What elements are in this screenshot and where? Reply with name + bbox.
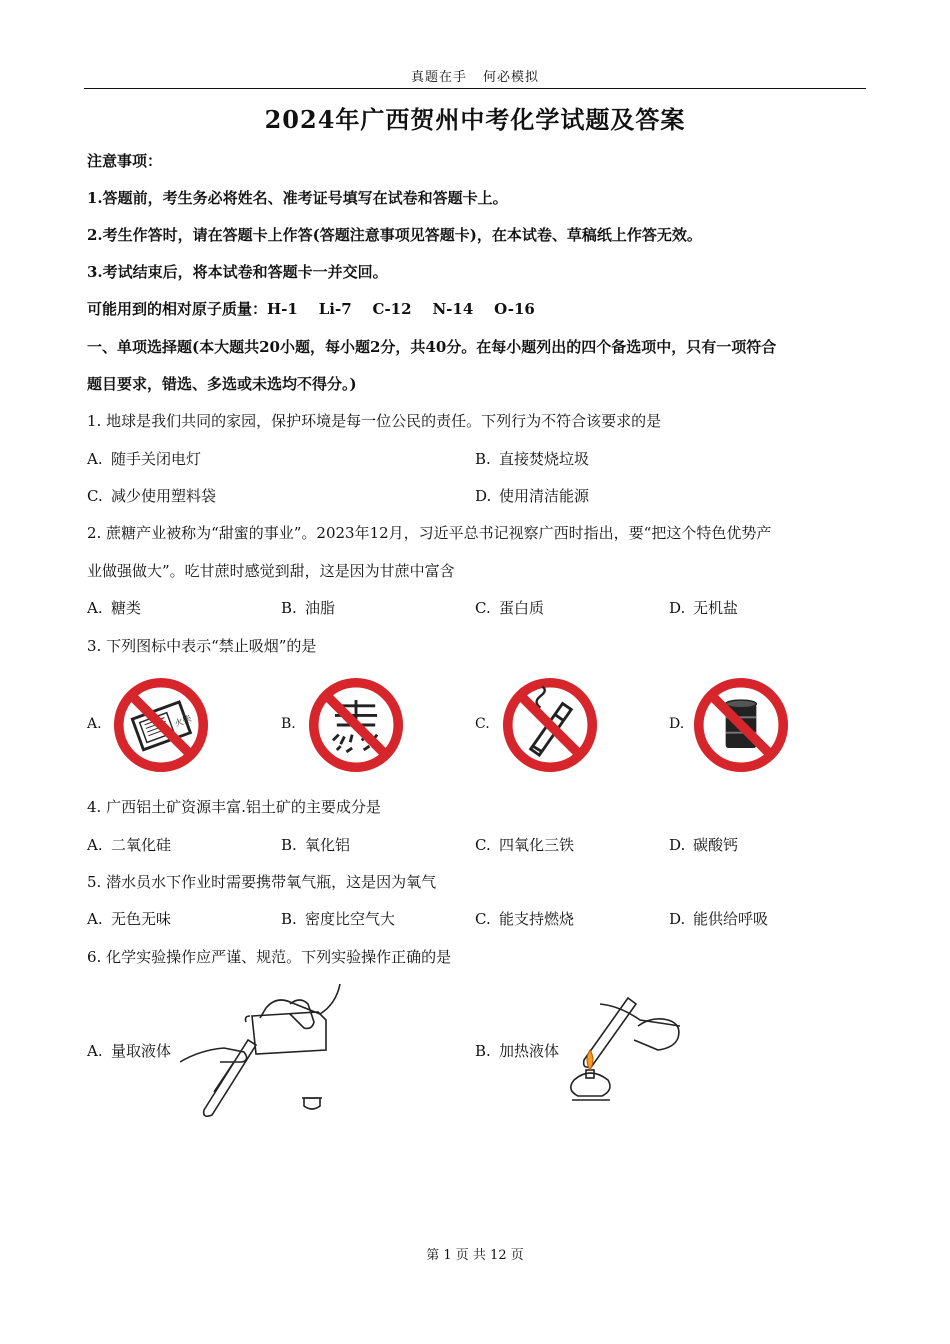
notice-item-1: 1.答题前，考生务必将姓名、准考证号填写在试卷和答题卡上。 [87, 189, 508, 207]
q1-option-c[interactable]: C. 减少使用塑料袋 [87, 487, 217, 505]
q1-option-a[interactable]: A. 随手关闭电灯 [87, 450, 202, 468]
q2-option-c[interactable]: C. 蛋白质 [475, 599, 545, 617]
q6-option-b[interactable]: B. 加热液体 [475, 1042, 560, 1060]
page-header [0, 66, 950, 85]
q4-option-b[interactable]: B. 氧化铝 [281, 836, 351, 854]
q5-option-c[interactable]: C. 能支持燃烧 [475, 910, 575, 928]
q3-option-d-key[interactable]: D. [669, 716, 685, 732]
q3-option-b-key[interactable]: B. [281, 716, 296, 732]
q1-option-d[interactable]: D. 使用清洁能源 [475, 487, 590, 505]
q3-option-a-key[interactable]: A. [87, 716, 102, 732]
q1-stem: 1. 地球是我们共同的家园，保护环境是每一位公民的责任。下列行为不符合该要求的是 [87, 412, 662, 430]
q6-stem: 6. 化学实验操作应严谨、规范。下列实验操作正确的是 [87, 948, 452, 966]
notice-item-2: 2.考生作答时，请在答题卡上作答(答题注意事项见答题卡)，在本试卷、草稿纸上作答无效。 [87, 226, 702, 244]
no-smoking-sign-icon[interactable] [502, 677, 598, 773]
atomic-masses: 可能用到的相对原子质量：H-1 Li-7 C-12 N-14 O-16 [87, 300, 535, 318]
header-right: 何必模拟 [483, 70, 540, 85]
no-oil-drum-sign-icon[interactable] [693, 677, 789, 773]
q5-stem: 5. 潜水员水下作业时需要携带氧气瓶，这是因为氧气 [87, 873, 437, 891]
q4-option-d[interactable]: D. 碳酸钙 [669, 836, 739, 854]
q4-option-c[interactable]: C. 四氧化三铁 [475, 836, 575, 854]
notice-item-3: 3.考试结束后，将本试卷和答题卡一并交回。 [87, 263, 388, 281]
header-left: 真题在手 [410, 70, 467, 85]
q2-option-d[interactable]: D. 无机盐 [669, 599, 739, 617]
q4-stem: 4. 广西铝土矿资源丰富.铝土矿的主要成分是 [87, 798, 381, 816]
match-label: 火柴 [173, 714, 194, 730]
q3-stem: 3. 下列图标中表示“禁止吸烟”的是 [87, 637, 317, 655]
section-heading-line1: 一、单项选择题(本大题共20小题，每小题2分，共40分。在每小题列出的四个备选项中，只有一项符合 [87, 338, 777, 356]
q5-option-a[interactable]: A. 无色无味 [87, 910, 172, 928]
page-footer: 第 1 页 共 12 页 [426, 1248, 524, 1263]
q2-option-a[interactable]: A. 糖类 [87, 599, 142, 617]
q1-option-b[interactable]: B. 直接焚烧垃圾 [475, 450, 590, 468]
no-matches-sign-icon[interactable] [113, 677, 209, 773]
q5-option-b[interactable]: B. 密度比空气大 [281, 910, 396, 928]
heating-liquid-illustration-icon [560, 990, 690, 1105]
q6-option-a[interactable]: A. 量取液体 [87, 1042, 172, 1060]
q2-stem-line2: 业做强做大”。吃甘蔗时感觉到甜，这是因为甘蔗中富含 [87, 562, 455, 580]
q2-stem-line1: 2. 蔗糖产业被称为“甜蜜的事业”。2023年12月，习近平总书记视察广西时指出，要“把这个特色优势产 [87, 524, 772, 542]
no-fireworks-sign-icon[interactable] [308, 677, 404, 773]
pouring-liquid-illustration-icon [180, 980, 360, 1120]
q5-option-d[interactable]: D. 能供给呼吸 [669, 910, 769, 928]
q3-option-c-key[interactable]: C. [475, 716, 490, 732]
section-heading-line2: 题目要求，错选、多选或未选均不得分。) [87, 375, 357, 393]
notice-heading: 注意事项： [87, 152, 163, 170]
q2-option-b[interactable]: B. 油脂 [281, 599, 336, 617]
q4-option-a[interactable]: A. 二氧化硅 [87, 836, 172, 854]
header-rule [84, 88, 866, 89]
page-title: 2024年广西贺州中考化学试题及答案 [264, 105, 686, 134]
